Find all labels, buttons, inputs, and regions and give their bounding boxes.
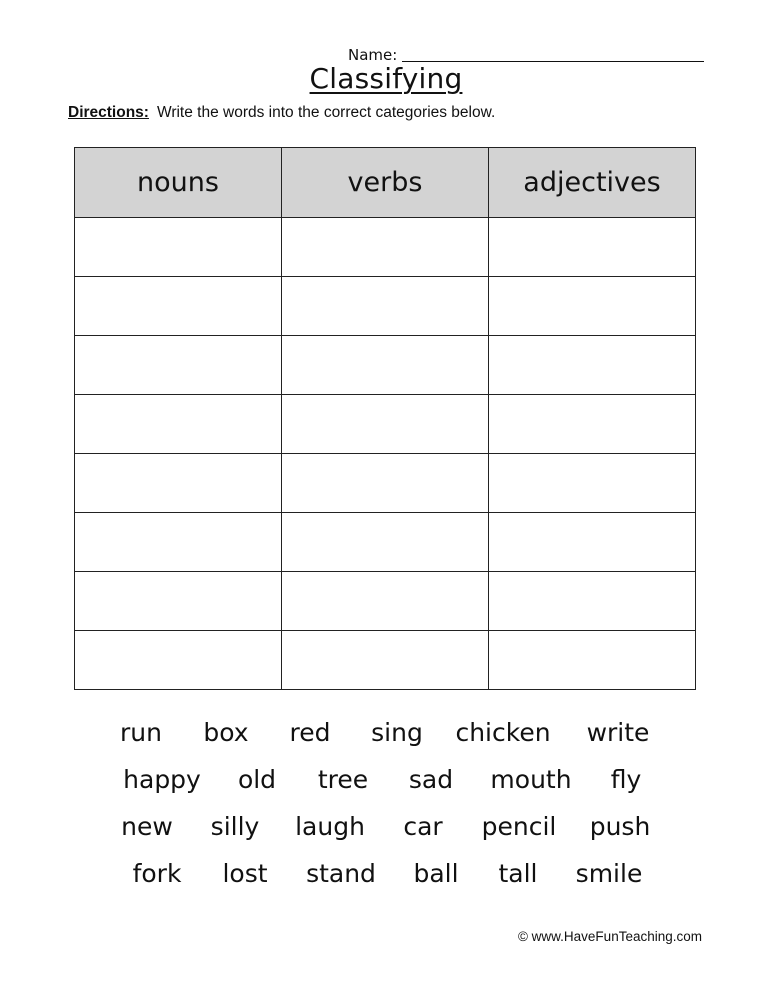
word-bank-word: ball <box>413 859 459 888</box>
word-bank-word: happy <box>123 765 201 794</box>
word-bank-word: chicken <box>455 718 551 747</box>
word-bank-row <box>0 859 772 906</box>
answer-cell-verbs[interactable] <box>282 454 489 513</box>
word-bank-word: push <box>589 812 651 841</box>
word-bank-row <box>0 812 772 859</box>
word-bank-word: fly <box>610 765 642 794</box>
table-body <box>75 218 696 690</box>
answer-cell-verbs[interactable] <box>282 395 489 454</box>
answer-cell-verbs[interactable] <box>282 336 489 395</box>
answer-cell-nouns[interactable] <box>75 513 282 572</box>
answer-cell-adjectives[interactable] <box>489 631 696 690</box>
answer-cell-verbs[interactable] <box>282 277 489 336</box>
answer-cell-nouns[interactable] <box>75 395 282 454</box>
table-row <box>75 218 696 277</box>
copyright-footer: © www.HaveFunTeaching.com <box>517 929 702 944</box>
answer-cell-adjectives[interactable] <box>489 513 696 572</box>
word-bank-row <box>0 718 772 765</box>
word-bank-word: stand <box>306 859 376 888</box>
word-bank-word: silly <box>210 812 260 841</box>
directions <box>68 104 495 122</box>
word-bank-word: sad <box>408 765 454 794</box>
table-row <box>75 572 696 631</box>
table-row <box>75 395 696 454</box>
word-bank-word: fork <box>132 859 182 888</box>
table-row <box>75 277 696 336</box>
word-bank-word: run <box>120 718 162 747</box>
word-bank-word: smile <box>575 859 643 888</box>
answer-cell-adjectives[interactable] <box>489 277 696 336</box>
directions-text: Write the words into the correct categories below. <box>156 104 496 121</box>
word-bank <box>0 718 772 906</box>
word-bank-word: box <box>203 718 249 747</box>
column-header-verbs: verbs <box>282 148 489 218</box>
word-bank-word: old <box>237 765 277 794</box>
category-table <box>74 147 696 690</box>
directions-label: Directions: <box>68 104 149 121</box>
answer-cell-adjectives[interactable] <box>489 454 696 513</box>
word-bank-word: tree <box>317 765 369 794</box>
word-bank-word: sing <box>371 718 423 747</box>
column-header-adjectives: adjectives <box>489 148 696 218</box>
answer-cell-nouns[interactable] <box>75 218 282 277</box>
word-bank-word: tall <box>498 859 538 888</box>
answer-cell-nouns[interactable] <box>75 277 282 336</box>
answer-cell-nouns[interactable] <box>75 336 282 395</box>
name-label: Name: <box>348 46 398 64</box>
word-bank-word: new <box>121 812 173 841</box>
answer-cell-verbs[interactable] <box>282 572 489 631</box>
answer-cell-verbs[interactable] <box>282 631 489 690</box>
column-header-nouns: nouns <box>75 148 282 218</box>
answer-cell-adjectives[interactable] <box>489 218 696 277</box>
answer-cell-nouns[interactable] <box>75 454 282 513</box>
answer-cell-adjectives[interactable] <box>489 395 696 454</box>
answer-cell-adjectives[interactable] <box>489 572 696 631</box>
answer-cell-adjectives[interactable] <box>489 336 696 395</box>
word-bank-word: red <box>289 718 331 747</box>
word-bank-word: mouth <box>490 765 572 794</box>
word-bank-row <box>0 765 772 812</box>
table-row <box>75 513 696 572</box>
page-title: Classifying <box>309 62 463 95</box>
table-header-row <box>75 148 696 218</box>
word-bank-word: car <box>403 812 443 841</box>
answer-cell-verbs[interactable] <box>282 513 489 572</box>
table-row <box>75 631 696 690</box>
word-bank-word: lost <box>222 859 268 888</box>
word-bank-word: pencil <box>481 812 557 841</box>
answer-cell-nouns[interactable] <box>75 572 282 631</box>
table-row <box>75 336 696 395</box>
answer-cell-verbs[interactable] <box>282 218 489 277</box>
table-row <box>75 454 696 513</box>
word-bank-word: laugh <box>295 812 365 841</box>
answer-cell-nouns[interactable] <box>75 631 282 690</box>
word-bank-word: write <box>586 718 650 747</box>
